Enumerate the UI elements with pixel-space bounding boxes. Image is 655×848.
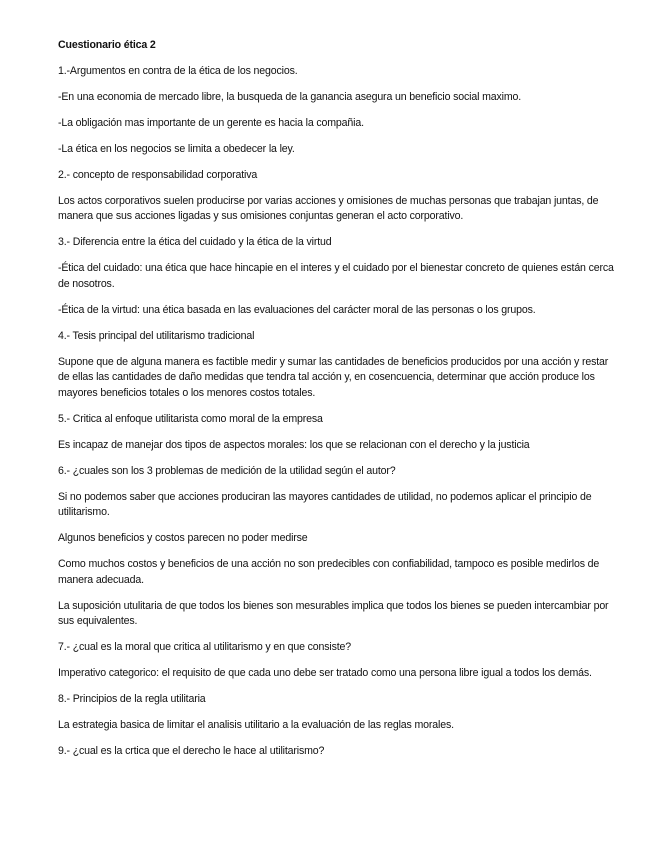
answer-4: Supone que de alguna manera es factible medir y sumar las cantidades de beneficios producidos por una acción y restar de ellas las cantidades de daño medidas que tendra tal acción y, en cosencuencia, determinar que acción produce los mayores beneficios totales o los menores costos totales. (58, 355, 609, 399)
answer-3-item-2: -Ética de la virtud: una ética basada en las evaluaciones del carácter moral de las personas o los grupos. (58, 303, 536, 316)
answer-6-item-2: Algunos beneficios y costos parecen no poder medirse (58, 532, 308, 544)
question-4-heading: 4.- Tesis principal del utilitarismo tradicional (58, 329, 255, 342)
document-title: Cuestionario ética 2 (58, 39, 156, 51)
answer-6-item-4: La suposición utulitaria de que todos los bienes son mesurables implica que todos los bienes se pueden intercambiar por sus equivalentes. (58, 599, 609, 627)
answer-2: Los actos corporativos suelen producirse por varias acciones y omisiones de muchas personas que trabajan juntas, de manera que sus acciones ligadas y sus omisiones conjuntas generan el acto corporativo. (58, 194, 599, 222)
answer-1-item-1: -En una economia de mercado libre, la busqueda de la ganancia asegura un beneficio social maximo. (58, 90, 522, 103)
question-5-heading: 5.- Critica al enfoque utilitarista como moral de la empresa (58, 412, 323, 425)
question-3-heading: 3.- Diferencia entre la ética del cuidado y la ética de la virtud (58, 236, 332, 248)
question-8-heading: 8.- Principios de la regla utilitaria (58, 693, 206, 705)
question-6-heading: 6.- ¿cuales son los 3 problemas de medición de la utilidad según el autor? (58, 464, 396, 477)
question-2-heading: 2.- concepto de responsabilidad corporativa (58, 168, 258, 181)
question-9-heading: 9.- ¿cual es la crtica que el derecho le hace al utilitarismo? (58, 745, 325, 757)
answer-1-item-2: -La obligación mas importante de un gerente es hacia la compañia. (58, 116, 364, 129)
answer-8: La estrategia basica de limitar el analisis utilitario a la evaluación de las reglas morales. (58, 719, 454, 731)
answer-6-item-1: Si no podemos saber que acciones produciran las mayores cantidades de utilidad, no podemos aplicar el principio de utilitarismo. (58, 490, 592, 518)
answer-3-item-1: -Ética del cuidado: una ética que hace hincapie en el interes y el cuidado por el bienestar concreto de quienes están cerca de nosotros. (58, 262, 614, 290)
answer-1-item-3: -La ética en los negocios se limita a obedecer la ley. (58, 142, 295, 155)
question-7-heading: 7.- ¿cual es la moral que critica al utilitarismo y en que consiste? (58, 641, 352, 653)
question-1-heading: 1.-Argumentos en contra de la ética de los negocios. (58, 64, 298, 77)
answer-7: Imperativo categorico: el requisito de que cada uno debe ser tratado como una persona libre igual a todos los demás. (58, 667, 592, 679)
answer-5: Es incapaz de manejar dos tipos de aspectos morales: los que se relacionan con el derecho y la justicia (58, 438, 530, 451)
answer-6-item-3: Como muchos costos y beneficios de una acción no son predecibles con confiabilidad, tampoco es posible medirlos de manera adecuada. (58, 558, 600, 586)
